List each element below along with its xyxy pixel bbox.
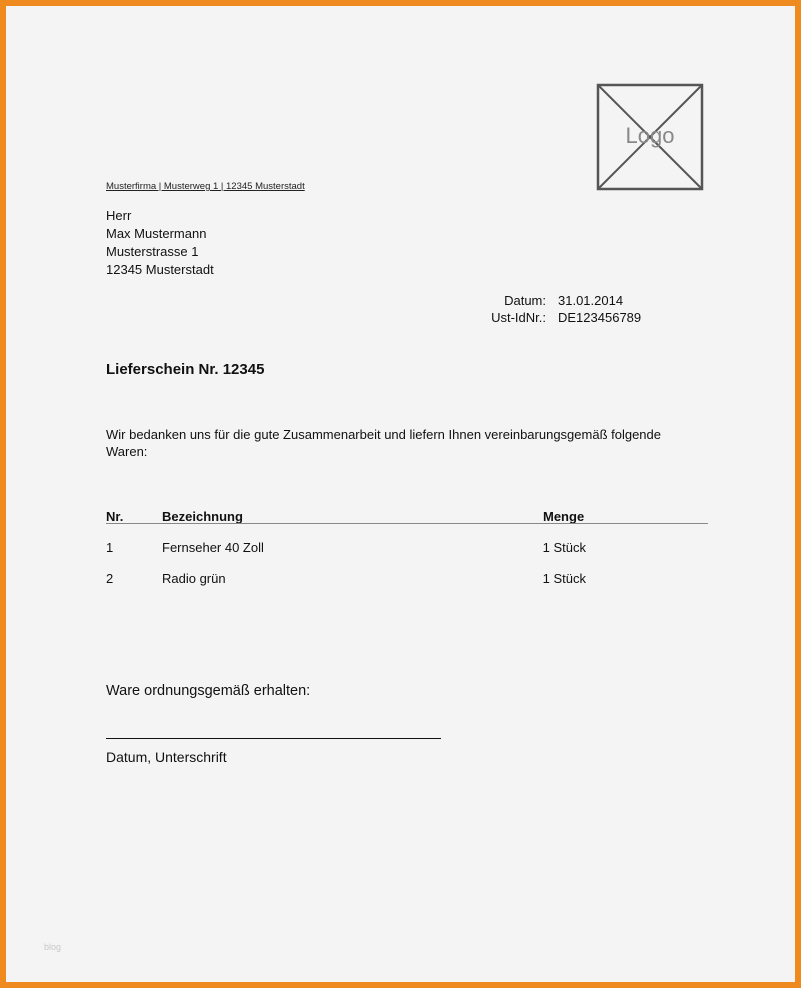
intro-text: Wir bedanken uns für die gute Zusammenarbeit und liefern Ihnen vereinbarungsgemäß folgende Waren: [106, 427, 662, 459]
date-value: 31.01.2014 [558, 293, 624, 308]
recipient-street: Musterstrasse 1 [106, 244, 199, 259]
table-row-1-nr: 1 [106, 540, 114, 555]
recipient-address [106, 207, 214, 279]
date-label: Datum: [504, 293, 546, 308]
vat-value: DE123456789 [558, 310, 642, 325]
logo-placeholder [596, 83, 704, 191]
table-row-2-bezeichnung: Radio grün [162, 571, 226, 586]
column-header-nr: Nr. [106, 509, 124, 524]
signature-label: Datum, Unterschrift [106, 749, 227, 765]
received-confirmation-text: Ware ordnungsgemäß erhalten: [106, 683, 311, 699]
column-header-bezeichnung: Bezeichnung [162, 509, 243, 524]
column-header-menge: Menge [543, 509, 585, 524]
logo-text: Logo [625, 123, 675, 148]
logo-image-icon [596, 83, 704, 191]
document-title: Lieferschein Nr. 12345 [106, 361, 265, 378]
vat-label: Ust-IdNr.: [491, 310, 546, 325]
table-row-1-bezeichnung: Fernseher 40 Zoll [162, 540, 264, 555]
table-header-divider [106, 523, 708, 524]
watermark-text: blog [44, 942, 62, 952]
table-row-1-menge: 1 Stück [542, 540, 586, 555]
meta-labels [446, 292, 546, 326]
sender-address-line: Musterfirma | Musterweg 1 | 12345 Musterstadt [106, 181, 305, 192]
meta-values [558, 292, 641, 326]
recipient-city: 12345 Musterstadt [106, 262, 214, 277]
recipient-name: Max Mustermann [106, 226, 207, 241]
recipient-salutation: Herr [106, 208, 132, 223]
signature-line [106, 738, 441, 739]
table-row-2-nr: 2 [106, 571, 114, 586]
table-row-2-menge: 1 Stück [542, 571, 586, 586]
